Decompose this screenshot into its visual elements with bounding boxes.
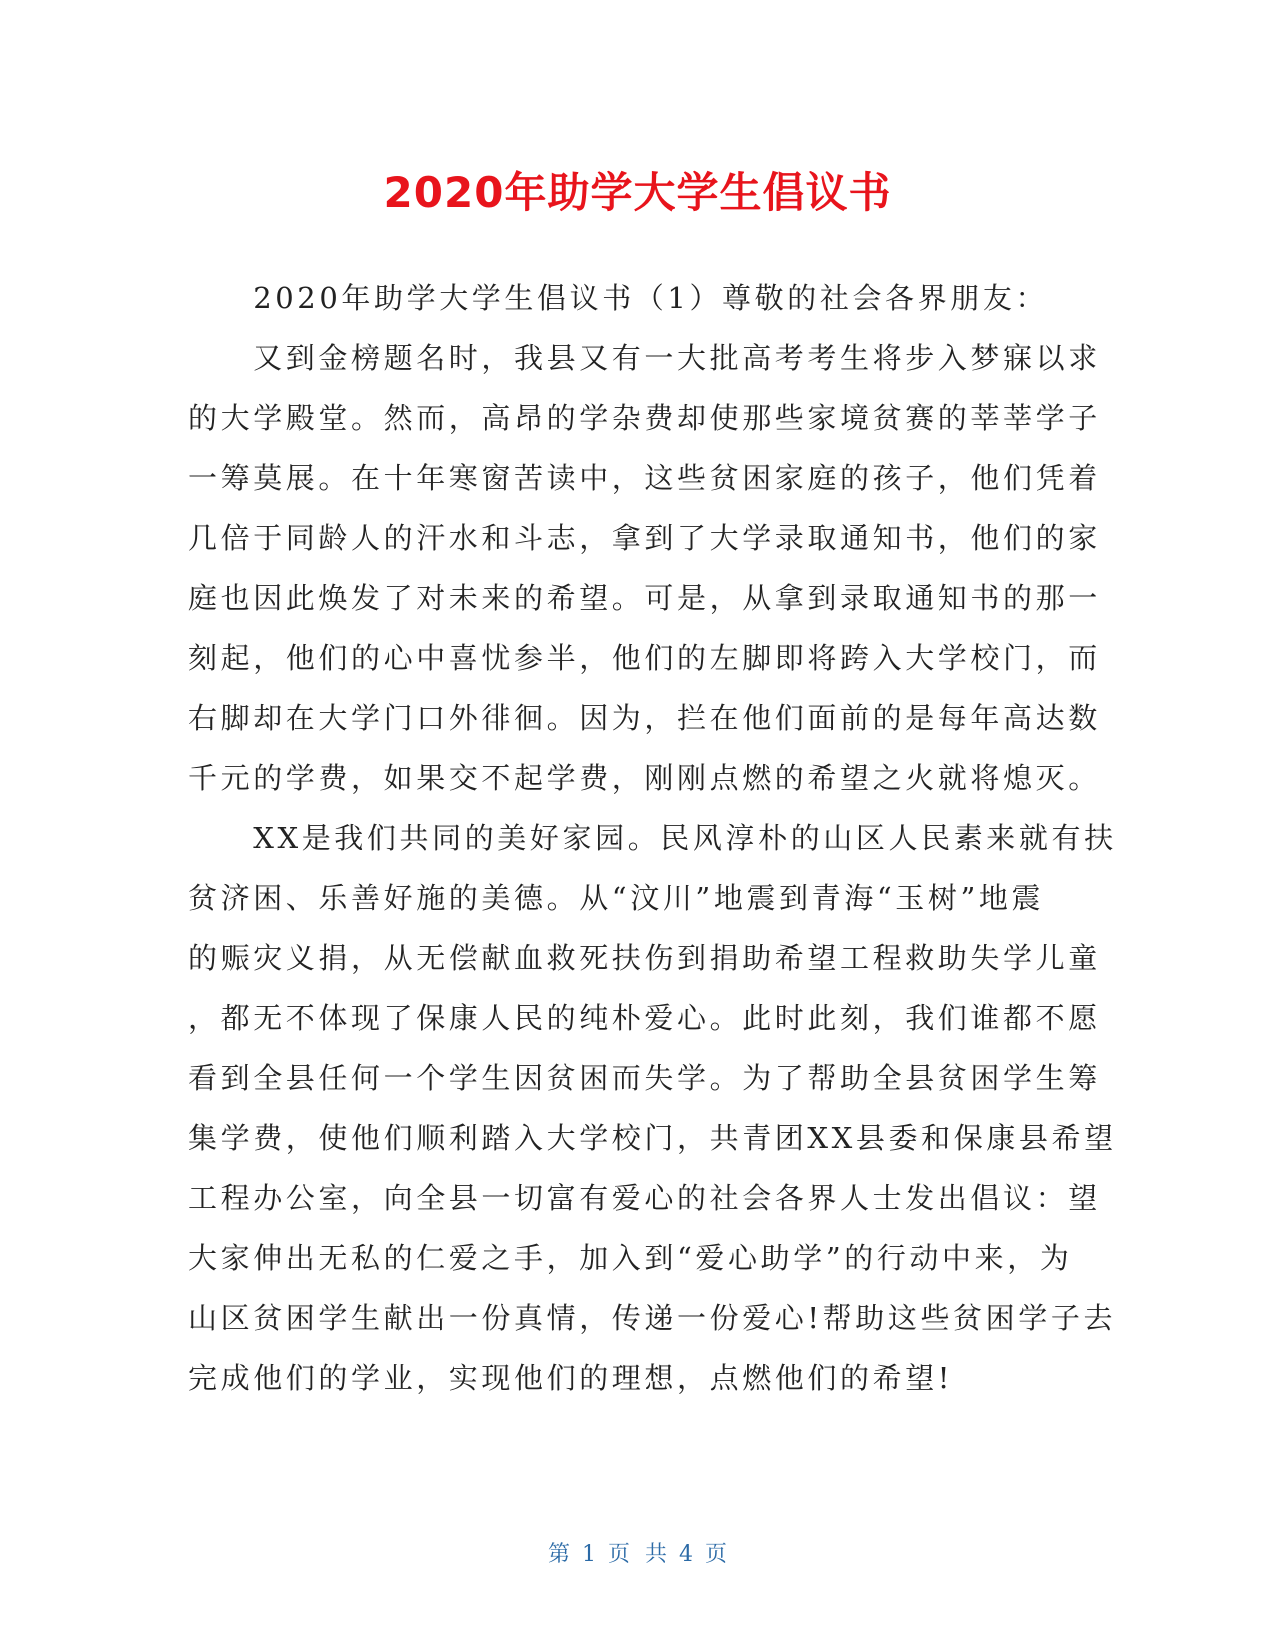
- body-line: 刻起，他们的心中喜忧参半，他们的左脚即将跨入大学校门，而: [188, 641, 1101, 675]
- body-line: 完成他们的学业，实现他们的理想，点燃他们的希望!: [188, 1361, 954, 1395]
- body-line: 贫济困、乐善好施的美德。从“汶川”地震到青海“玉树”地震: [188, 881, 1045, 915]
- page-title: 2020年助学大学生倡议书: [383, 168, 892, 217]
- body-line: ，都无不体现了保康人民的纯朴爱心。此时此刻，我们谁都不愿: [188, 1001, 1101, 1035]
- body-line: 右脚却在大学门口外徘徊。因为，拦在他们面前的是每年高达数: [188, 701, 1101, 735]
- body-line: 2020年助学大学生倡议书（1）尊敬的社会各界朋友：: [188, 281, 1049, 315]
- body-line: 大家伸出无私的仁爱之手，加入到“爱心助学”的行动中来，为: [188, 1241, 1073, 1275]
- page-footer: [0, 1537, 1275, 1568]
- total-page-count: 4: [679, 1542, 693, 1567]
- body-line: 的大学殿堂。然而，高昂的学杂费却使那些家境贫赛的莘莘学子: [188, 401, 1101, 435]
- body-line: 庭也因此焕发了对未来的希望。可是，从拿到录取通知书的那一: [188, 581, 1101, 615]
- body-line: 工程办公室，向全县一切富有爱心的社会各界人士发出倡议：望: [188, 1181, 1101, 1215]
- body-line: 千元的学费，如果交不起学费，刚刚点燃的希望之火就将熄灭。: [188, 761, 1101, 795]
- footer-suffix: 页: [705, 1542, 728, 1567]
- body-line: 看到全县任何一个学生因贫困而失学。为了帮助全县贫困学生筹: [188, 1061, 1101, 1095]
- body-line: 几倍于同龄人的汗水和斗志，拿到了大学录取通知书，他们的家: [188, 521, 1101, 555]
- body-line: 山区贫困学生献出一份真情，传递一份爱心!帮助这些贫困学子去: [188, 1301, 1117, 1335]
- footer-prefix: 第: [547, 1542, 570, 1567]
- footer-mid: 页 共: [608, 1542, 667, 1567]
- document-body: [188, 268, 1117, 1408]
- body-line: 的赈灾义捐，从无偿献血救死扶伤到捐助希望工程救助失学儿童: [188, 941, 1101, 975]
- body-line: 一筹莫展。在十年寒窗苦读中，这些贫困家庭的孩子，他们凭着: [188, 461, 1101, 495]
- body-line: 集学费，使他们顺利踏入大学校门，共青团XX县委和保康县希望: [188, 1121, 1117, 1155]
- body-line: XX是我们共同的美好家园。民风淳朴的山区人民素来就有扶: [188, 821, 1117, 855]
- current-page-number: 1: [582, 1542, 596, 1567]
- body-line: 又到金榜题名时，我县又有一大批高考考生将步入梦寐以求: [188, 341, 1101, 375]
